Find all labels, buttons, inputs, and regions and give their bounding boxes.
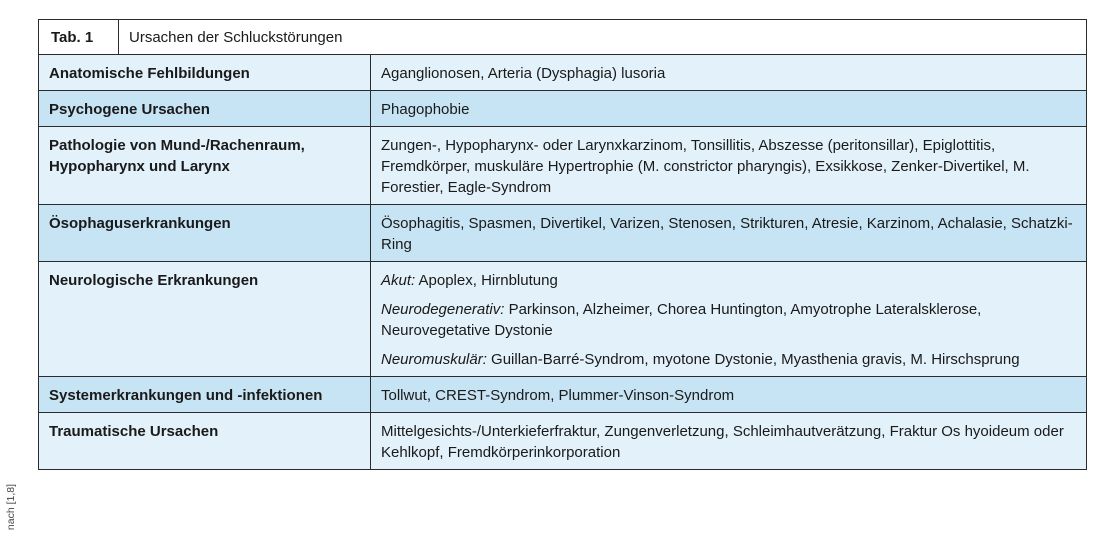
table-header-row (39, 20, 1087, 55)
example-group (381, 349, 1076, 370)
group-text: Guillan-Barré-Syndrom, myotone Dystonie, Myasthenia gravis, M. Hirschsprung (486, 351, 1020, 368)
examples-cell: Ösophagitis, Spasmen, Divertikel, Varizen, Stenosen, Strikturen, Atresie, Karzinom, Achalasie, Schatzki-Ring (371, 205, 1087, 262)
source-note (4, 472, 18, 542)
table-row (39, 91, 1087, 127)
example-group (381, 270, 1076, 291)
examples-cell: Phagophobie (371, 91, 1087, 127)
examples-cell (371, 262, 1087, 377)
example-group (381, 299, 1076, 341)
cause-cell: Psychogene Ursachen (39, 91, 371, 127)
examples-cell: Aganglionosen, Arteria (Dysphagia) lusoria (371, 55, 1087, 91)
group-term: Neuromuskulär: (381, 351, 487, 368)
table-row (39, 127, 1087, 205)
examples-cell: Tollwut, CREST-Syndrom, Plummer-Vinson-Syndrom (371, 377, 1087, 413)
group-term: Akut: (381, 272, 416, 289)
examples-cell: Mittelgesichts-/Unterkieferfraktur, Zungenverletzung, Schleimhautverätzung, Fraktur Os hyoideum oder Kehlkopf, Fremdkörperinkorporation (371, 413, 1087, 470)
group-text: Parkinson, Alzheimer, Chorea Huntington, Amyotrophe Lateralsklerose, Neurovegetative Dystonie (381, 301, 982, 339)
table-row (39, 55, 1087, 91)
table-row (39, 413, 1087, 470)
group-text: Apoplex, Hirnblutung (415, 272, 558, 289)
table-row (39, 262, 1087, 377)
examples-cell: Zungen-, Hypopharynx- oder Larynxkarzinom, Tonsillitis, Abszesse (peritonsillar), Epiglottitis, Fremdkörper, muskuläre Hypertrophie (M. constrictor pharyngis), Exsikkose, Zenker-Divertikel, M. Forestier, Eagle-Syndrom (371, 127, 1087, 205)
cause-cell: Ösophaguserkrankungen (39, 205, 371, 262)
cause-cell: Neurologische Erkrankungen (39, 262, 371, 377)
cause-cell: Traumatische Ursachen (39, 413, 371, 470)
source-note-text: nach [1,8] (5, 483, 17, 531)
table-row (39, 205, 1087, 262)
table-label: Tab. 1 (39, 20, 119, 55)
causes-table (38, 19, 1087, 470)
table-title: Ursachen der Schluckstörungen (119, 20, 1087, 55)
group-term: Neurodegenerativ: (381, 301, 505, 318)
cause-cell: Systemerkrankungen und -infektionen (39, 377, 371, 413)
cause-cell: Anatomische Fehlbildungen (39, 55, 371, 91)
cause-cell: Pathologie von Mund-/Rachenraum, Hypopharynx und Larynx (39, 127, 371, 205)
table-row (39, 377, 1087, 413)
